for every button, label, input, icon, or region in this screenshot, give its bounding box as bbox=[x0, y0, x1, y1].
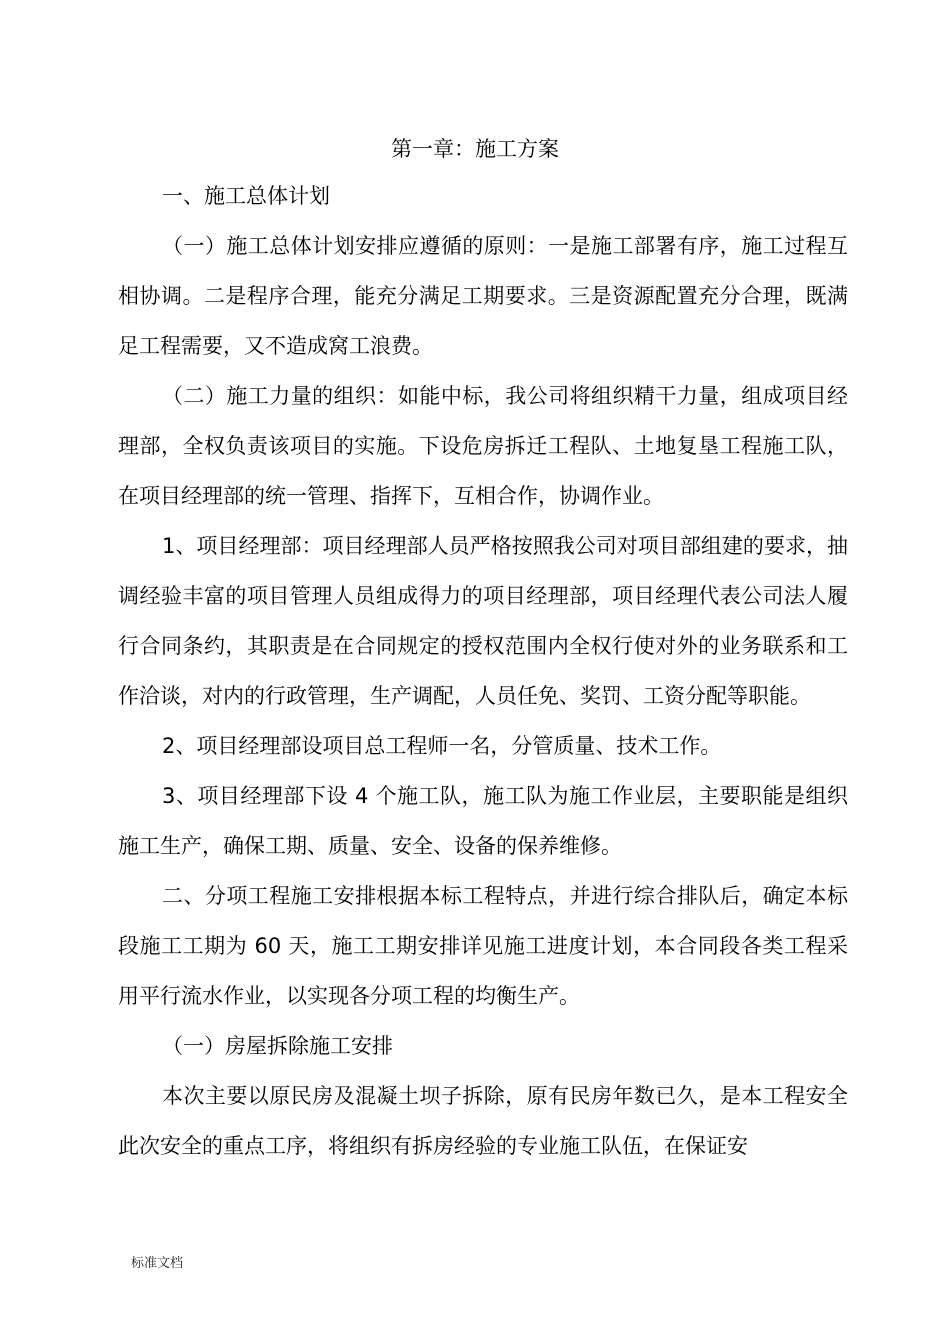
section-heading: 一、施工总体计划 bbox=[162, 184, 330, 208]
paragraph: （二）施工力量的组织：如能中标，我公司将组织精干力量，组成项目经理部，全权负责该项目的实施。下设危房拆迁工程队、土地复垦工程施工队，在项目经理部的统一管理、指挥下，互相合作，协调作业。 bbox=[118, 384, 848, 508]
paragraph: 3、项目经理部下设 4 个施工队，施工队为施工作业层，主要职能是组织施工生产，确保工期、质量、安全、设备的保养维修。 bbox=[118, 784, 848, 858]
document-body bbox=[118, 171, 848, 1171]
paragraph: 二、分项工程施工安排根据本标工程特点，并进行综合排队后，确定本标段施工工期为 60 天，施工工期安排详见施工进度计划，本合同段各类工程采用平行流水作业，以实现各分项工程的均衡生产。 bbox=[118, 884, 848, 1008]
footer-label: 标准文档 bbox=[131, 1256, 184, 1271]
paragraph: 本次主要以原民房及混凝土坝子拆除，原有民房年数已久，是本工程安全此次安全的重点工序，将组织有拆房经验的专业施工队伍，在保证安 bbox=[118, 1084, 848, 1158]
chapter-title: 第一章：施工方案 bbox=[391, 137, 559, 161]
subsection-heading: （一）房屋拆除施工安排 bbox=[162, 1034, 393, 1058]
paragraph: （一）施工总体计划安排应遵循的原则：一是施工部署有序，施工过程互相协调。二是程序合理，能充分满足工期要求。三是资源配置充分合理，既满足工程需要，又不造成窝工浪费。 bbox=[118, 234, 848, 358]
paragraph: 2、项目经理部设项目总工程师一名，分管质量、技术工作。 bbox=[162, 734, 722, 758]
paragraph: 1、项目经理部：项目经理部人员严格按照我公司对项目部组建的要求，抽调经验丰富的项目管理人员组成得力的项目经理部，项目经理代表公司法人履行合同条约，其职责是在合同规定的授权范围内全权行使对外的业务联系和工作洽谈，对内的行政管理，生产调配，人员任免、奖罚、工资分配等职能。 bbox=[118, 534, 848, 708]
